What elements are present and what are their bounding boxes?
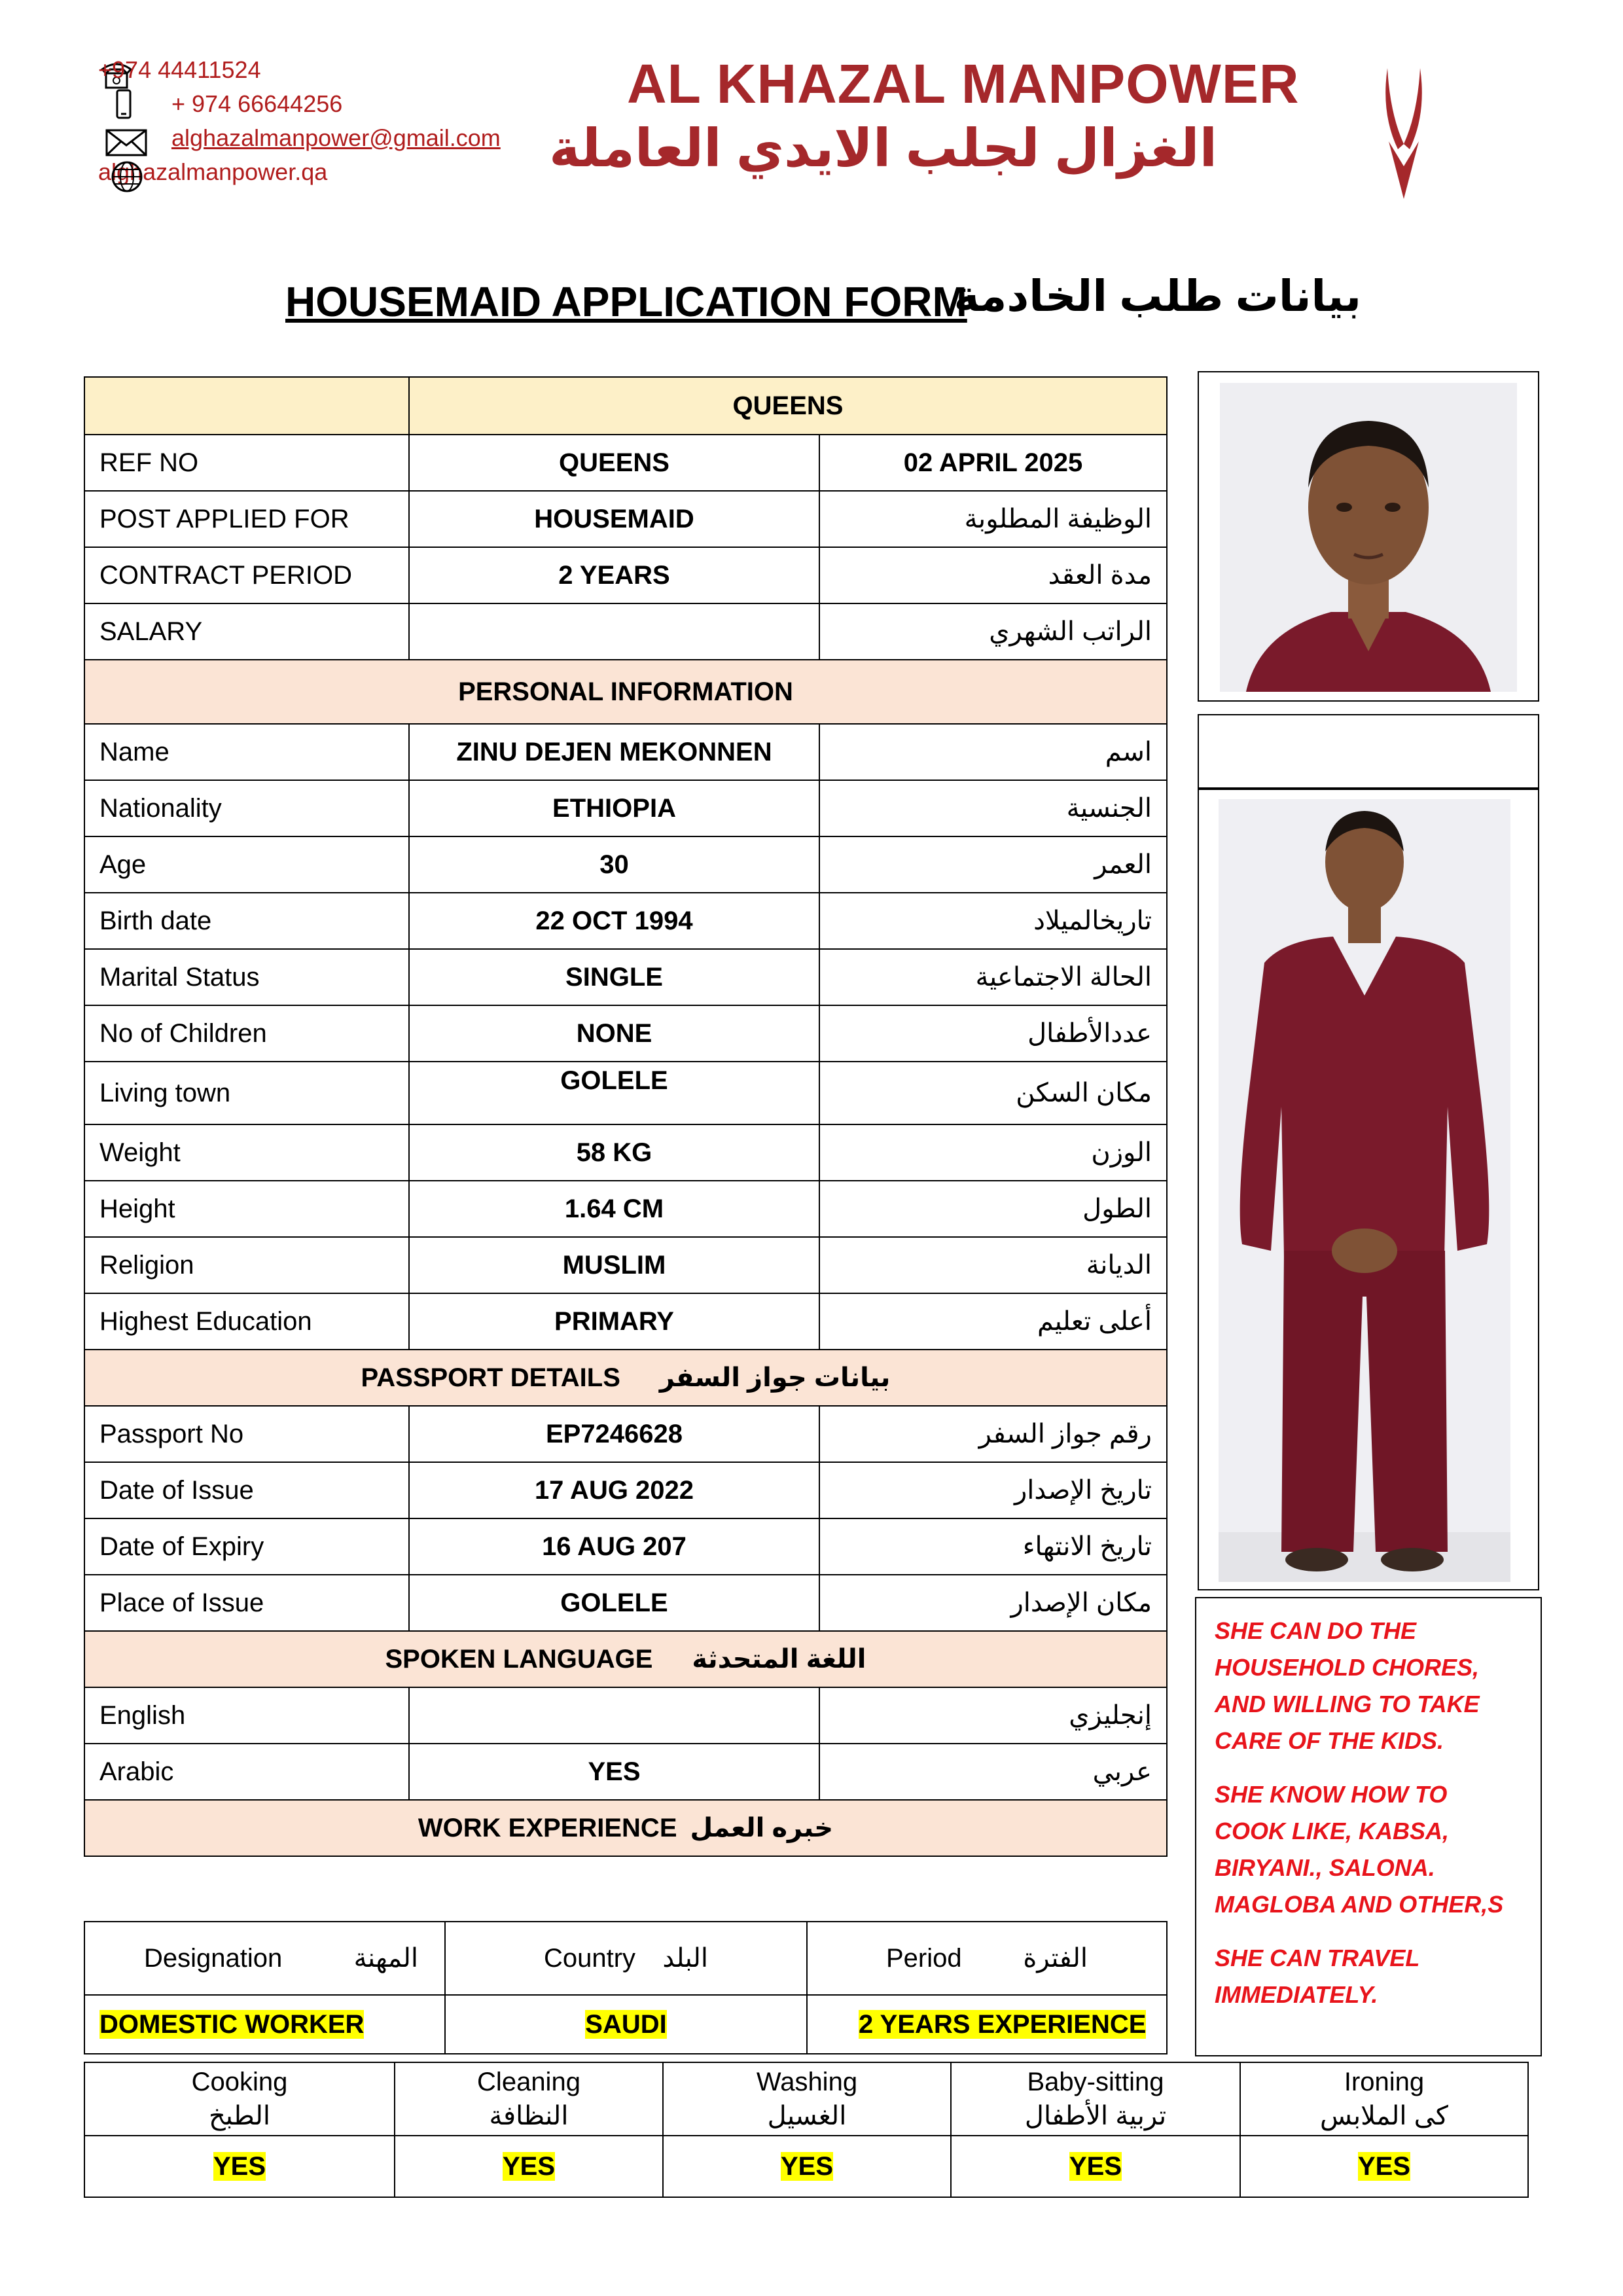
row-label-arabic: الجنسية [819, 780, 1167, 836]
row-label-arabic: أعلى تعليم [819, 1293, 1167, 1350]
section-title [84, 1800, 1167, 1856]
section-title-ar: اللغة المتحدثة [692, 1645, 866, 1674]
row-value: 22 OCT 1994 [409, 893, 819, 949]
skills-header-row [84, 2062, 1528, 2136]
row-label: Living town [84, 1062, 409, 1124]
row-label: Age [84, 836, 409, 893]
row-value: GOLELE [409, 1575, 819, 1631]
row-label-arabic: اسم [819, 724, 1167, 780]
skill-header [951, 2062, 1240, 2136]
form-title: HOUSEMAID APPLICATION FORM [285, 278, 967, 325]
table-row [84, 724, 1167, 780]
portrait-illustration [1220, 383, 1517, 692]
skill-name-ar: الطبخ [208, 2102, 270, 2130]
row-label: Place of Issue [84, 1575, 409, 1631]
row-label-arabic: تاريخالميلاد [819, 893, 1167, 949]
row-label: Marital Status [84, 949, 409, 1005]
row-label: Religion [84, 1237, 409, 1293]
full-body-photo-frame [1198, 789, 1539, 1590]
period-col-header [807, 1922, 1167, 1995]
row-label: Nationality [84, 780, 409, 836]
skills-table [84, 2062, 1529, 2198]
country-col-header [445, 1922, 807, 1995]
skill-value: YES [1357, 2151, 1411, 2181]
row-label: English [84, 1687, 409, 1744]
row-label-arabic: مكان السكن [819, 1062, 1167, 1124]
brand-name-arabic: الغزال لجلب الايدي العاملة [549, 119, 1217, 177]
skill-name: Cleaning [477, 2068, 580, 2096]
country-label: Country [544, 1943, 636, 1973]
skill-name-ar: کی الملابس [1320, 2102, 1448, 2130]
row-label-arabic: رقم جواز السفر [819, 1406, 1167, 1462]
row-label-arabic: مكان الإصدار [819, 1575, 1167, 1631]
section-title: PERSONAL INFORMATION [84, 660, 1167, 724]
skill-value-cell [1240, 2136, 1528, 2197]
row-label: Weight [84, 1124, 409, 1181]
full-body-photo [1219, 799, 1510, 1582]
header-empty-cell [84, 377, 409, 435]
table-row [84, 1124, 1167, 1181]
section-title-ar: بيانات جواز السفر [659, 1363, 891, 1392]
row-label-arabic: الراتب الشهري [819, 603, 1167, 660]
row-value: 1.64 CM [409, 1181, 819, 1237]
country-value: SAUDI [585, 2009, 667, 2039]
form-title-arabic: بيانات طلب الخادمة [954, 272, 1361, 320]
row-value [409, 1687, 819, 1744]
table-row [84, 603, 1167, 660]
row-label-arabic: عربي [819, 1744, 1167, 1800]
skill-value: YES [502, 2151, 556, 2181]
row-value: GOLELE [409, 1062, 819, 1124]
period-label: Period [886, 1943, 962, 1973]
row-value [409, 603, 819, 660]
experience-header-row [84, 1922, 1167, 1995]
row-label: POST APPLIED FOR [84, 491, 409, 547]
row-value: 2 YEARS [409, 547, 819, 603]
experience-table [84, 1921, 1168, 2054]
designation-label: Designation [144, 1943, 283, 1973]
row-value: 58 KG [409, 1124, 819, 1181]
row-value: HOUSEMAID [409, 491, 819, 547]
table-row [84, 1293, 1167, 1350]
mobile-icon [115, 89, 132, 120]
phone-number[interactable]: +974 44411524 [98, 56, 261, 83]
skills-value-row [84, 2136, 1528, 2197]
skill-value: YES [1069, 2151, 1122, 2181]
skill-name: Cooking [191, 2068, 288, 2096]
row-label-arabic: الوزن [819, 1124, 1167, 1181]
row-label: CONTRACT PERIOD [84, 547, 409, 603]
table-row [84, 1062, 1167, 1124]
section-title [84, 1631, 1167, 1687]
skill-value: YES [213, 2151, 266, 2181]
row-label: Highest Education [84, 1293, 409, 1350]
country-cell [445, 1995, 807, 2054]
notes-box [1195, 1597, 1542, 2056]
row-value: SINGLE [409, 949, 819, 1005]
row-label: SALARY [84, 603, 409, 660]
table-row [84, 1744, 1167, 1800]
email-link[interactable]: alghazalmanpower@gmail.com [171, 124, 501, 151]
row-label-arabic: الحالة الاجتماعية [819, 949, 1167, 1005]
brand-name-english: AL KHAZAL MANPOWER [627, 53, 1300, 115]
row-label: Date of Expiry [84, 1518, 409, 1575]
row-value: ZINU DEJEN MEKONNEN [409, 724, 819, 780]
mobile-number[interactable]: + 974 66644256 [171, 90, 343, 117]
skill-header [1240, 2062, 1528, 2136]
row-value: NONE [409, 1005, 819, 1062]
section-title-ar: خبره العمل [690, 1814, 834, 1842]
row-label: No of Children [84, 1005, 409, 1062]
experience-value-row [84, 1995, 1167, 2054]
section-header-personal [84, 660, 1167, 724]
globe-icon [109, 160, 145, 194]
row-value: EP7246628 [409, 1406, 819, 1462]
skill-value-cell [395, 2136, 663, 2197]
note-text: SHE CAN DO THE HOUSEHOLD CHORES, AND WILLING TO TAKE CARE OF THE KIDS. [1215, 1617, 1480, 1754]
designation-cell [84, 1995, 445, 2054]
row-value: PRIMARY [409, 1293, 819, 1350]
portrait-photo [1220, 383, 1517, 692]
row-value: ETHIOPIA [409, 780, 819, 836]
table-row [84, 1687, 1167, 1744]
row-value: 17 AUG 2022 [409, 1462, 819, 1518]
skill-value-cell [84, 2136, 395, 2197]
section-title-en: PASSPORT DETAILS [361, 1363, 620, 1392]
table-row [84, 435, 1167, 491]
skill-value: YES [780, 2151, 834, 2181]
section-header-experience [84, 1800, 1167, 1856]
table-row [84, 1181, 1167, 1237]
row-label-arabic: تاريخ الانتهاء [819, 1518, 1167, 1575]
queens-header-row [84, 377, 1167, 435]
row-label-arabic: الوظيفة المطلوبة [819, 491, 1167, 547]
row-label-arabic: إنجليزي [819, 1687, 1167, 1744]
skill-name-ar: تربية الأطفال [1024, 2102, 1167, 2130]
skill-header [395, 2062, 663, 2136]
row-label: Arabic [84, 1744, 409, 1800]
application-table [84, 376, 1168, 1857]
table-row [84, 547, 1167, 603]
table-row [84, 1406, 1167, 1462]
spacer-box [1198, 714, 1539, 789]
row-value: YES [409, 1744, 819, 1800]
table-row [84, 893, 1167, 949]
gazelle-logo-icon [1374, 68, 1433, 199]
period-value: 2 YEARS EXPERIENCE [859, 2009, 1147, 2039]
full-body-illustration [1219, 799, 1510, 1582]
section-header-passport [84, 1350, 1167, 1406]
section-title-en: WORK EXPERIENCE [418, 1814, 677, 1842]
section-title [84, 1350, 1167, 1406]
table-row [84, 949, 1167, 1005]
skill-header [84, 2062, 395, 2136]
table-row [84, 491, 1167, 547]
row-label: Name [84, 724, 409, 780]
designation-col-header [84, 1922, 445, 1995]
row-label-arabic: تاريخ الإصدار [819, 1462, 1167, 1518]
skill-value-cell [663, 2136, 951, 2197]
skill-name-ar: النظافة [489, 2102, 569, 2130]
row-value: 30 [409, 836, 819, 893]
note-text: SHE CAN TRAVEL IMMEDIATELY. [1215, 1945, 1420, 2008]
row-label: Passport No [84, 1406, 409, 1462]
row-value: QUEENS [409, 435, 819, 491]
row-label-arabic: مدة العقد [819, 547, 1167, 603]
ref-date: 02 APRIL 2025 [819, 435, 1167, 491]
table-row [84, 1005, 1167, 1062]
table-row [84, 1575, 1167, 1631]
skill-name: Washing [756, 2068, 858, 2096]
row-label: Date of Issue [84, 1462, 409, 1518]
country-label-ar: البلد [662, 1944, 708, 1973]
row-label-arabic: الطول [819, 1181, 1167, 1237]
row-label-arabic: عددالأطفال [819, 1005, 1167, 1062]
skill-name: Ironing [1344, 2068, 1425, 2096]
table-row [84, 1518, 1167, 1575]
email-icon [105, 128, 148, 157]
period-cell [807, 1995, 1167, 2054]
designation-label-ar: المهنة [353, 1944, 418, 1973]
section-header-language [84, 1631, 1167, 1687]
row-value: MUSLIM [409, 1237, 819, 1293]
table-row [84, 780, 1167, 836]
portrait-photo-frame [1198, 371, 1539, 702]
queens-header: QUEENS [409, 377, 1167, 435]
table-row [84, 836, 1167, 893]
row-label-arabic: الديانة [819, 1237, 1167, 1293]
row-label: Birth date [84, 893, 409, 949]
row-label: REF NO [84, 435, 409, 491]
skill-header [663, 2062, 951, 2136]
skill-name: Baby-sitting [1027, 2068, 1164, 2096]
row-value: 16 AUG 207 [409, 1518, 819, 1575]
table-row [84, 1462, 1167, 1518]
table-row [84, 1237, 1167, 1293]
row-label-arabic: العمر [819, 836, 1167, 893]
section-title-en: SPOKEN LANGUAGE [385, 1645, 653, 1674]
designation-value: DOMESTIC WORKER [99, 2009, 365, 2039]
website-link[interactable]: alghazalmanpower.qa [98, 158, 328, 185]
row-label: Height [84, 1181, 409, 1237]
note-text: SHE KNOW HOW TO COOK LIKE, KABSA, BIRYANI., SALONA. MAGLOBA AND OTHER,S [1215, 1781, 1504, 1918]
skill-name-ar: الغسيل [767, 2102, 847, 2130]
skill-value-cell [951, 2136, 1240, 2197]
period-label-ar: الفترة [1023, 1944, 1088, 1973]
